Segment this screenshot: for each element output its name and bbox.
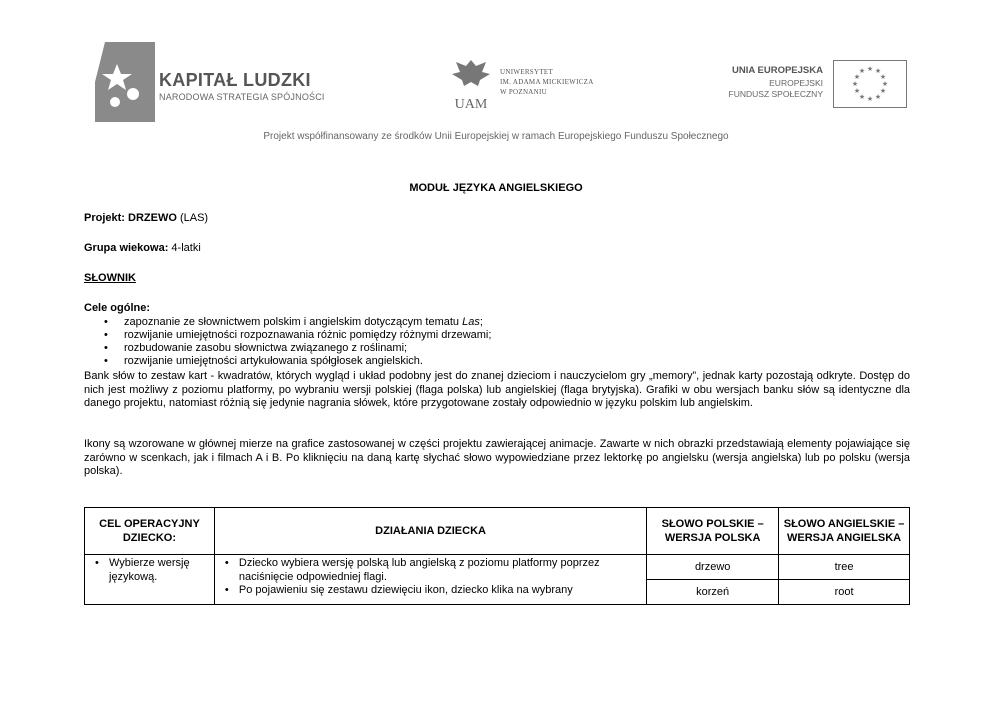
age-value: 4-latki [168, 242, 201, 254]
svg-text:★: ★ [874, 93, 882, 101]
project-label: Projekt: DRZEWO [84, 212, 177, 224]
word-pl: korzeń [647, 580, 779, 605]
kapital-ludzki-logo [95, 42, 335, 122]
svg-text:★: ★ [851, 80, 859, 88]
svg-text:★: ★ [858, 67, 866, 75]
eu-logo [722, 65, 907, 113]
eu-line-3: FUNDUSZ SPOŁECZNY [728, 89, 823, 99]
uam-logo [448, 56, 618, 112]
svg-text:★: ★ [881, 80, 889, 88]
cofinance-note: Projekt współfinansowany ze środków Unii Europejskiej w ramach Europejskiego Funduszu Społecznego [263, 131, 729, 142]
uam-mark: UAM [454, 97, 488, 112]
paragraph-icons: Ikony są wzorowane w głównej mierze na grafice zastosowanej w części projektu zawierającej animacje. Zawarte w nich obrazki przedstawiają elementy pojawiające się zarówno w scenkach, jak i filmach A i B. Po kliknięciu na daną kartę słychać słowo wypowiedziane przez lektorkę po angielsku (wersja angielska) lub po polsku (wersja polska). [84, 438, 910, 477]
project-value: (LAS) [176, 212, 209, 224]
svg-text:★: ★ [879, 87, 887, 95]
kapital-ludzki-emblem-icon [95, 42, 155, 122]
table-row [85, 555, 910, 580]
goal-cell [85, 555, 215, 605]
svg-text:★: ★ [879, 73, 887, 81]
header-child-actions: DZIAŁANIA DZIECKA [214, 508, 646, 555]
paragraph-word-bank: Bank słów to zestaw kart - kwadratów, których wygląd i układ podobny jest do znanej dzieciom i nauczycielom gry „memory”, jednak karty pozostają odkryte. Dostęp do nich jest możliwy z poziomu platformy, po wybraniu wersji polskiej (flaga polska) lub angielskiej (flaga brytyjska). Grafiki w obu wersjach banku słów są identyczne dla danego projektu, natomiast różnią się jedynie nagrania słówek, które przygotowane zostały odpowiednio w języku polskim lub angielskim. [84, 370, 910, 409]
goal-item: • rozwijanie umiejętności rozpoznawania różnic pomiędzy różnymi drzewami; [84, 329, 491, 342]
goals-list [84, 316, 491, 368]
section-heading: SŁOWNIK [84, 272, 136, 284]
eu-flag-icon [833, 60, 907, 108]
goal-text: • Wybierze wersję językową. [89, 557, 210, 584]
eu-line-2: EUROPEJSKI [769, 78, 823, 88]
svg-text:★: ★ [853, 73, 861, 81]
header-english-word: SŁOWO ANGIELSKIE – WERSJA ANGIELSKA [779, 508, 910, 555]
svg-text:★: ★ [866, 65, 874, 73]
word-pl: drzewo [647, 555, 779, 580]
actions-cell [214, 555, 646, 605]
goal-item: • rozbudowanie zasobu słownictwa związanego z roślinami; [84, 342, 491, 355]
age-label: Grupa wiekowa: [84, 242, 169, 254]
project-line [84, 212, 208, 225]
goals-heading: Cele ogólne: [84, 302, 151, 314]
kapital-ludzki-title: KAPITAŁ LUDZKI [159, 70, 311, 90]
svg-text:★: ★ [866, 95, 874, 103]
goal-item: • zapoznanie ze słownictwem polskim i angielskim dotyczącym tematu Las; [84, 316, 491, 329]
action-item: • Po pojawieniu się zestawu dziewięciu ikon, dziecko klika na wybrany [219, 584, 630, 598]
uam-eagle-icon [448, 56, 494, 112]
header-operational-goal: CEL OPERACYJNY DZIECKO: [85, 508, 215, 555]
eu-line-1: UNIA EUROPEJSKA [732, 65, 823, 76]
table-header-row [85, 508, 910, 555]
svg-text:★: ★ [874, 67, 882, 75]
svg-text:★: ★ [853, 87, 861, 95]
goal-item: • rozwijanie umiejętności artykułowania spółgłosek angielskich. [84, 355, 491, 368]
operational-goals-table [84, 507, 910, 605]
header-polish-word: SŁOWO POLSKIE – WERSJA POLSKA [647, 508, 779, 555]
uam-line-2: IM. ADAMA MICKIEWICZA [500, 78, 594, 86]
word-en: root [779, 580, 910, 605]
svg-text:★: ★ [858, 93, 866, 101]
document-title: MODUŁ JĘZYKA ANGIELSKIEGO [409, 182, 583, 194]
action-item: • Dziecko wybiera wersję polską lub angielską z poziomu platformy poprzez naciśnięcie odpowiedniej flagi. [219, 557, 630, 584]
uam-line-3: W POZNANIU [500, 88, 548, 96]
uam-line-1: UNIWERSYTET [500, 68, 554, 76]
kapital-ludzki-subtitle: NARODOWA STRATEGIA SPÓJNOŚCI [159, 92, 325, 102]
age-group-line [84, 242, 201, 255]
word-en: tree [779, 555, 910, 580]
